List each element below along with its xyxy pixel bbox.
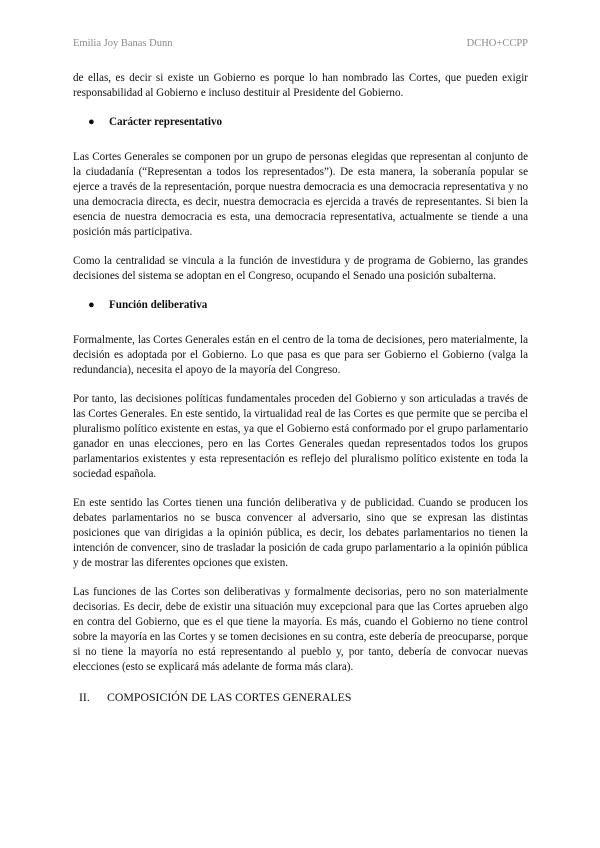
page-header	[73, 38, 528, 52]
paragraph-1: Las Cortes Generales se componen por un grupo de personas elegidas que representan al conjunto de la ciudadanía (“Representan a todos los representados”). De esta manera, la soberanía popular se ejerce a través de la representación, porque nuestra democracia es una democracia representativa y no una democracia directa, es decir, nuestra democracia es ejercida a través de representantes. Si bien la esencia de nuestra democracia es esta, una democracia representativa, actualmente se tiende a una posición más participativa.	[73, 151, 528, 238]
paragraph-3: Formalmente, las Cortes Generales están en el centro de la toma de decisiones, pero materialmente, la decisión es adoptada por el Gobierno. Lo que pasa es que para ser Gobierno el Gobierno (valga la redundancia), necesita el apoyo de la mayoría del Congreso.	[73, 334, 528, 376]
paragraph-0: de ellas, es decir si existe un Gobierno es porque lo han nombrado las Cortes, que pueden exigir responsabilidad al Gobierno e incluso destituir al Presidente del Gobierno.	[73, 72, 528, 99]
bullet-heading-representativo	[73, 115, 528, 130]
paragraph-5: En este sentido las Cortes tienen una función deliberativa y de publicidad. Cuando se producen los debates parlamentarios no se busca convencer al adversario, sino que se expresan las distintas posiciones que van dirigidas a la opinión pública, es decir, los debates parlamentarios no tienen la intención de convencer, sino de trasladar la posición de cada grupo parlamentario a la opinión pública y de mostrar las diferentes opciones que existen.	[73, 497, 528, 569]
bullet-heading-deliberativa	[73, 298, 528, 313]
bullet-icon: ●	[88, 116, 95, 128]
paragraph-6: Las funciones de las Cortes son deliberativas y formalmente decisorias, pero no son materialmente decisorias. Es decir, debe de existir una situación muy excepcional para que las Cortes aprueben algo en contra del Gobierno, que es el que tiene la mayoría. Es más, cuando el Gobierno no tiene control sobre la mayoría en las Cortes y se tomen decisiones en su contra, este debería de preocuparse, porque si no tiene la mayoría no está representando al pueblo y, por tanto, debería de convocar nuevas elecciones (esto se explicará más adelante de forma más clara).	[73, 586, 528, 673]
heading-text: Carácter representativo	[109, 116, 223, 128]
paragraph-2: Como la centralidad se vincula a la función de investidura y de programa de Gobierno, las grandes decisiones del sistema se adoptan en el Congreso, ocupando el Senado una posición subalterna.	[73, 255, 528, 282]
heading-text: Función deliberativa	[109, 299, 208, 311]
header-course: DCHO+CCPP	[466, 38, 528, 49]
section-title: COMPOSICIÓN DE LAS CORTES GENERALES	[107, 690, 352, 704]
bullet-icon: ●	[88, 299, 95, 311]
section-number: II.	[79, 690, 90, 704]
header-author: Emilia Joy Banas Dunn	[73, 38, 173, 49]
page-body	[73, 71, 528, 705]
paragraph-4: Por tanto, las decisiones políticas fundamentales proceden del Gobierno y son articuladas a través de las Cortes Generales. En este sentido, la virtualidad real de las Cortes es que permite que se perciba el pluralismo político existente en estas, ya que el Gobierno está conformado por el grupo parlamentario ganador en unas elecciones, pero en las Cortes Generales quedan representados todos los grupos parlamentarios existentes y esta representación es reflejo del pluralismo político existente en toda la sociedad española.	[73, 393, 528, 480]
section-heading	[73, 689, 528, 705]
